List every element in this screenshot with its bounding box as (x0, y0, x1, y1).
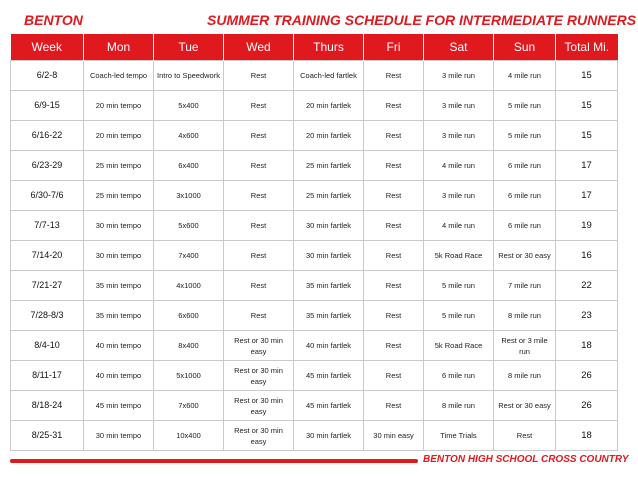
table-cell: 20 min tempo (84, 121, 154, 151)
table-cell: Rest (364, 91, 424, 121)
table-body (11, 61, 618, 451)
footer-label: BENTON HIGH SCHOOL CROSS COUNTRY (423, 454, 629, 465)
table-cell: 8 mile run (494, 361, 556, 391)
table-cell: Rest (364, 361, 424, 391)
table-cell: 5x600 (154, 211, 224, 241)
table-cell: 7x600 (154, 391, 224, 421)
table-row (11, 331, 618, 361)
brand-title: BENTON (24, 12, 83, 28)
table-cell: 6 mile run (494, 211, 556, 241)
total-cell: 23 (556, 301, 618, 331)
table-cell: Intro to Speedwork (154, 61, 224, 91)
column-header: Fri (364, 34, 424, 61)
table-cell: 8 mile run (494, 301, 556, 331)
table-cell: 5 mile run (424, 271, 494, 301)
table-row (11, 361, 618, 391)
column-header: Sun (494, 34, 556, 61)
table-cell: 30 min fartlek (294, 241, 364, 271)
week-cell: 6/16-22 (11, 121, 84, 151)
table-cell: 10x400 (154, 421, 224, 451)
total-cell: 18 (556, 331, 618, 361)
table-row (11, 421, 618, 451)
table-cell: Rest or 30 easy (494, 391, 556, 421)
total-cell: 26 (556, 361, 618, 391)
total-cell: 17 (556, 181, 618, 211)
total-cell: 16 (556, 241, 618, 271)
table-cell: 40 min fartlek (294, 331, 364, 361)
table-row (11, 181, 618, 211)
table-row (11, 91, 618, 121)
table-cell: 30 min tempo (84, 211, 154, 241)
table-cell: 6 mile run (494, 181, 556, 211)
table-cell: Rest (224, 301, 294, 331)
footer-divider (10, 459, 418, 463)
table-cell: Rest (364, 121, 424, 151)
table-cell: 30 min fartlek (294, 421, 364, 451)
table-cell: 30 min easy (364, 421, 424, 451)
table-cell: 5k Road Race (424, 241, 494, 271)
table-cell: Rest or 30 min easy (224, 331, 294, 361)
table-cell: 45 min fartlek (294, 391, 364, 421)
column-header: Thurs (294, 34, 364, 61)
table-cell: Rest (224, 91, 294, 121)
table-cell: 4 mile run (494, 61, 556, 91)
table-cell: 5 mile run (494, 121, 556, 151)
total-cell: 17 (556, 151, 618, 181)
week-cell: 7/7-13 (11, 211, 84, 241)
table-cell: Rest (224, 181, 294, 211)
table-row (11, 241, 618, 271)
week-cell: 6/30-7/6 (11, 181, 84, 211)
table-cell: Rest (364, 331, 424, 361)
week-cell: 6/2-8 (11, 61, 84, 91)
table-cell: Rest (364, 151, 424, 181)
table-cell: Coach-led tempo (84, 61, 154, 91)
table-cell: 3 mile run (424, 121, 494, 151)
total-cell: 26 (556, 391, 618, 421)
table-cell: 7 mile run (494, 271, 556, 301)
table-cell: Rest (224, 271, 294, 301)
week-cell: 6/23-29 (11, 151, 84, 181)
table-row (11, 61, 618, 91)
table-cell: 25 min fartlek (294, 151, 364, 181)
table-cell: 4 mile run (424, 151, 494, 181)
column-header: Sat (424, 34, 494, 61)
table-cell: 5 mile run (494, 91, 556, 121)
table-cell: 6x600 (154, 301, 224, 331)
column-header: Tue (154, 34, 224, 61)
table-cell: 4x600 (154, 121, 224, 151)
week-cell: 8/4-10 (11, 331, 84, 361)
table-cell: Rest (364, 241, 424, 271)
table-cell: 25 min tempo (84, 151, 154, 181)
schedule-table (10, 34, 618, 451)
table-cell: 30 min tempo (84, 421, 154, 451)
table-cell: 35 min tempo (84, 271, 154, 301)
table-cell: Rest or 30 easy (494, 241, 556, 271)
table-cell: Rest (364, 271, 424, 301)
table-cell: 35 min fartlek (294, 301, 364, 331)
table-cell: 25 min fartlek (294, 181, 364, 211)
table-cell: Coach-led fartlek (294, 61, 364, 91)
table-cell: 8 mile run (424, 391, 494, 421)
week-cell: 6/9-15 (11, 91, 84, 121)
table-cell: 30 min fartlek (294, 211, 364, 241)
table-cell: Rest (224, 121, 294, 151)
table-cell: Rest or 30 min easy (224, 421, 294, 451)
table-cell: Rest (364, 301, 424, 331)
column-header: Mon (84, 34, 154, 61)
table-cell: 7x400 (154, 241, 224, 271)
table-cell: Rest or 30 min easy (224, 391, 294, 421)
table-cell: Rest (364, 181, 424, 211)
total-cell: 15 (556, 121, 618, 151)
table-cell: 3 mile run (424, 181, 494, 211)
total-cell: 22 (556, 271, 618, 301)
total-cell: 18 (556, 421, 618, 451)
table-cell: Rest (224, 211, 294, 241)
table-cell: 30 min tempo (84, 241, 154, 271)
table-cell: 8x400 (154, 331, 224, 361)
table-cell: Rest (494, 421, 556, 451)
table-row (11, 391, 618, 421)
table-cell: 4 mile run (424, 211, 494, 241)
table-cell: 3 mile run (424, 61, 494, 91)
table-cell: Rest (364, 391, 424, 421)
table-cell: 5x1000 (154, 361, 224, 391)
table-cell: 20 min fartlek (294, 121, 364, 151)
table-cell: 45 min tempo (84, 391, 154, 421)
table-cell: 35 min tempo (84, 301, 154, 331)
table-cell: 3x1000 (154, 181, 224, 211)
table-cell: Rest (364, 211, 424, 241)
column-header: Wed (224, 34, 294, 61)
table-cell: 45 min fartlek (294, 361, 364, 391)
table-cell: 35 min fartlek (294, 271, 364, 301)
column-header: Week (11, 34, 84, 61)
page-title: SUMMER TRAINING SCHEDULE FOR INTERMEDIATE RUNNERS (207, 12, 637, 28)
total-cell: 15 (556, 91, 618, 121)
table-header-row (11, 34, 618, 61)
week-cell: 8/25-31 (11, 421, 84, 451)
table-row (11, 151, 618, 181)
table-cell: 40 min tempo (84, 331, 154, 361)
table-cell: Rest or 30 min easy (224, 361, 294, 391)
table-cell: Rest (224, 241, 294, 271)
table-cell: 6x400 (154, 151, 224, 181)
table-cell: 3 mile run (424, 91, 494, 121)
table-cell: 20 min fartlek (294, 91, 364, 121)
week-cell: 7/28-8/3 (11, 301, 84, 331)
column-header: Total Mi. (556, 34, 618, 61)
table-cell: 5k Road Race (424, 331, 494, 361)
table-row (11, 121, 618, 151)
total-cell: 19 (556, 211, 618, 241)
week-cell: 7/14-20 (11, 241, 84, 271)
table-cell: 5x400 (154, 91, 224, 121)
week-cell: 8/18-24 (11, 391, 84, 421)
table-cell: Rest (224, 151, 294, 181)
table-cell: Time Trials (424, 421, 494, 451)
table-cell: Rest or 3 mile run (494, 331, 556, 361)
table-row (11, 211, 618, 241)
table-cell: 5 mile run (424, 301, 494, 331)
table-cell: Rest (224, 61, 294, 91)
table-row (11, 301, 618, 331)
table-cell: 20 min tempo (84, 91, 154, 121)
week-cell: 7/21-27 (11, 271, 84, 301)
table-cell: 4x1000 (154, 271, 224, 301)
table-cell: Rest (364, 61, 424, 91)
table-cell: 6 mile run (494, 151, 556, 181)
week-cell: 8/11-17 (11, 361, 84, 391)
table-row (11, 271, 618, 301)
table-cell: 6 mile run (424, 361, 494, 391)
table-cell: 40 min tempo (84, 361, 154, 391)
total-cell: 15 (556, 61, 618, 91)
table-cell: 25 min tempo (84, 181, 154, 211)
